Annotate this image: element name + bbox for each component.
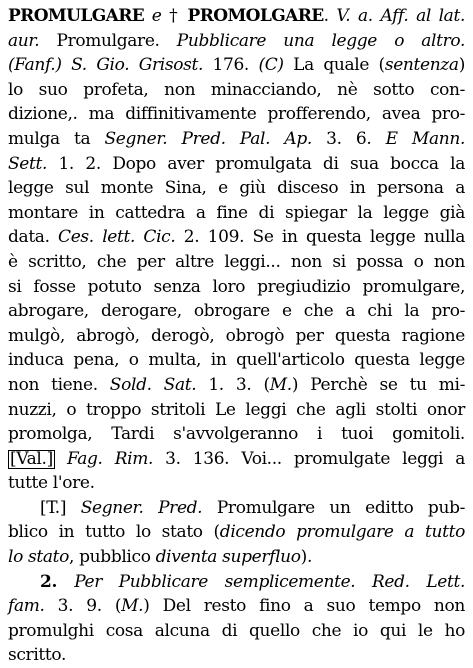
editor-mark: [Val.] [10,448,53,469]
entry-line-14: mulgò, abrogò, derogò, obrogò per questa ragione [8,325,465,346]
citation-source: Sett. [8,153,48,174]
citation-source: Ces. lett. Cic. [58,227,176,248]
entry-line-18: promolga, Tardi s'avvolgeranno i tuoi gomitoli. [8,424,465,445]
citation-source: Sold. Sat. [109,374,197,395]
entry-line-1: PROMULGARE e † PROMOLGARE. V. a. Aff. al lat. [8,6,465,26]
entry-line-5: dizione,. ma diffinitivamente profferendo, avea pro- [8,104,465,125]
entry-line-23: lo stato, pubblico diventa superfluo). [8,547,312,568]
citation-source: Segner. Pred. Pal. Ap. [104,128,312,149]
entry-line-20: tutte l'ore. [8,473,95,494]
entry-line-4: lo suo profeta, non minacciando, nè sotto con- [8,79,465,100]
entry-line-11: è scritto, che per altre leggi... non si possa o non [8,251,465,272]
entry-line-8: legge sul monte Sina, e giù disceso in persona a [8,178,465,199]
entry-line-16: non tiene. Sold. Sat. 1. 3. (M.) Perchè se tu mi- [8,374,465,395]
entry-line-26: promulghi cosa alcuna di quello che io qui le ho [8,620,465,641]
entry-line-10: data. Ces. lett. Cic. 2. 109. Se in questa legge nulla [8,227,465,248]
entry-line-21: [T.] Segner. Pred. Promulgare un editto pub- [40,497,465,518]
entry-line-3: (Fanf.) S. Gio. Grisost. 176. (C) La quale (sentenza) [8,55,465,76]
citation-source: E Mann. [385,128,466,149]
grammar-note: V. a. Aff. al lat. [336,6,465,26]
sense-definition: Pubblicare una legge o altro. [176,30,466,51]
entry-line-17: nuzzi, o troppo stritoli Le leggi che agli stolti onor [8,399,465,420]
dagger-mark: † [169,6,180,26]
entry-line-12: si fosse potuto senza loro pregiudizio promulgare, [8,276,465,297]
source-mark: (C) [258,55,284,76]
entry-line-2 [8,29,465,54]
entry-line-9: montare in cattedra a fine di spiegar la legge già [8,202,465,223]
entry-line-22: blico in tutto lo stato (dicendo promulgare a tutto [8,522,465,543]
editor-mark: [T.] [40,497,81,518]
entry-line-19: [Val.] Fag. Rim. 3. 136. Voi... promulgate leggi a [10,448,465,469]
headword: PROMULGARE [8,6,145,26]
entry-line-27: scritto. [8,645,67,666]
grammar-note-cont: aur. [8,30,40,51]
entry-line-7: Sett. 1. 2. Dopo aver promulgata di sua bocca la [8,153,465,174]
entry-line-24 [8,570,465,595]
citation-source: fam. [8,596,45,617]
conjunction: e [144,6,170,26]
entry-line-25: fam. 3. 9. (M.) Del resto fino a suo tempo non [8,596,465,617]
entry-line-13: abrogare, derogare, obrogare e che a chi la pro- [8,301,465,322]
citation-source: Segner. Pred. [80,497,203,518]
citation-source: Fag. Rim. [66,448,154,469]
entry-line-6: mulga ta Segner. Pred. Pal. Ap. 3. 6. E Mann. [8,128,466,149]
entry-line-15: induca pena, o multa, in quell'articolo questa legge [8,350,465,371]
headword-variant: PROMOLGARE [187,6,324,26]
sense-gloss: Promulgare. [39,30,177,51]
sense-definition: Per Pubblicare semplicemente. Red. Lett. [74,571,466,592]
sense-number: 2. [40,571,75,592]
citation-source: (Fanf.) S. Gio. Grisost. [8,55,204,76]
